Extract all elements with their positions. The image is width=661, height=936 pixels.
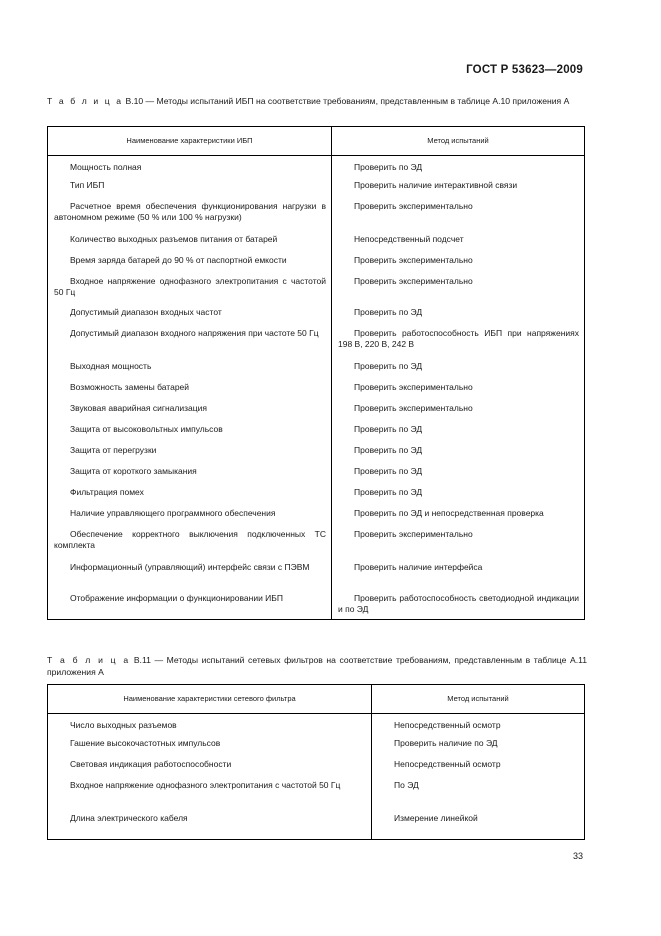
table-row [48,274,585,305]
method-cell [332,506,585,527]
table-row [48,778,585,811]
table-row [48,380,585,401]
characteristic-text: Выходная мощность [70,361,152,371]
table-b10-col-characteristic: Наименование характеристики ИБП [48,127,332,156]
characteristic-cell [48,253,332,274]
table-b11-caption-text: В.11 — Методы испытаний сетевых фильтров на соответствие требованиям, представленным в таблице А.11 приложения А [47,655,587,677]
characteristic-cell [48,422,332,443]
method-text: Измерение линейкой [394,813,478,823]
table-row [48,443,585,464]
characteristic-cell [48,401,332,422]
method-cell [332,305,585,326]
method-cell [332,178,585,199]
page-number: 33 [572,851,583,861]
characteristic-text: Мощность полная [70,162,142,172]
table-b10 [47,126,585,620]
method-text: Проверить по ЭД [354,424,423,434]
table-row [48,736,585,757]
table-row [48,305,585,326]
method-cell [332,380,585,401]
table-b10-col-method: Метод испытаний [332,127,585,156]
table-row [48,464,585,485]
table-b10-caption-prefix: Т а б л и ц а [47,96,124,106]
characteristic-text: Допустимый диапазон входных частот [70,307,222,317]
characteristic-text: Допустимый диапазон входного напряжения при частоте 50 Гц [70,328,319,338]
table-b10-body [48,156,585,620]
method-text: Проверить экспериментально [354,276,473,286]
method-text: Проверить наличие интерфейса [354,562,483,572]
characteristic-cell [48,359,332,380]
method-text: Непосредственный осмотр [394,759,501,769]
characteristic-text: Фильтрация помех [70,487,144,497]
document-standard-number: ГОСТ Р 53623—2009 [466,64,583,76]
method-text: Проверить экспериментально [354,201,473,211]
characteristic-text: Тип ИБП [70,180,105,190]
table-b11-col-method: Метод испытаний [372,685,585,714]
method-text: Проверить экспериментально [354,403,473,413]
table-row [48,506,585,527]
characteristic-cell [48,506,332,527]
characteristic-text: Возможность замены батарей [70,382,190,392]
characteristic-cell [48,274,332,305]
characteristic-text: Отображение информации о функционировании ИБП [70,593,283,603]
table-row [48,199,585,232]
method-text: Проверить по ЭД и непосредственная проверка [354,508,544,518]
characteristic-text: Световая индикация работоспособности [70,759,232,769]
characteristic-text: Гашение высокочастотных импульсов [70,738,221,748]
characteristic-text: Время заряда батарей до 90 % от паспортной емкости [70,255,287,265]
characteristic-text: Длина электрического кабеля [70,813,188,823]
method-text: Непосредственный подсчет [354,234,464,244]
method-cell [372,778,585,811]
characteristic-cell [48,757,372,778]
method-text: Проверить по ЭД [354,361,423,371]
characteristic-cell [48,156,332,179]
table-row [48,757,585,778]
table-b10-caption [47,96,587,108]
method-cell [332,527,585,560]
method-cell [332,232,585,253]
method-cell [332,253,585,274]
method-cell [372,757,585,778]
table-b10-caption-text: В.10 — Методы испытаний ИБП на соответствие требованиям, представленным в таблице А.10 приложения А [123,96,570,106]
characteristic-cell [48,178,332,199]
method-text: По ЭД [394,780,419,790]
method-cell [332,199,585,232]
method-cell [332,326,585,359]
table-b10-header-row [48,127,585,156]
method-text: Проверить наличие интерактивной связи [354,180,518,190]
table-row [48,401,585,422]
method-cell [332,359,585,380]
method-text: Проверить экспериментально [354,529,473,539]
table-row [48,527,585,560]
table-b11-body [48,714,585,840]
characteristic-cell [48,811,372,840]
table-row [48,178,585,199]
method-text: Проверить наличие по ЭД [394,738,498,748]
table-b11-caption-prefix: Т а б л и ц а [47,655,131,665]
characteristic-cell [48,443,332,464]
characteristic-text: Количество выходных разъемов питания от батарей [70,234,278,244]
method-cell [372,736,585,757]
method-cell [372,714,585,737]
characteristic-cell [48,485,332,506]
characteristic-cell [48,714,372,737]
characteristic-cell [48,326,332,359]
table-row [48,156,585,179]
characteristic-cell [48,560,332,591]
table-row [48,485,585,506]
method-text: Проверить по ЭД [354,307,423,317]
table-b11-header-row [48,685,585,714]
characteristic-text: Входное напряжение однофазного электропитания с частотой 50 Гц [54,276,326,298]
characteristic-cell [48,736,372,757]
table-b11 [47,684,585,840]
table-row [48,326,585,359]
table-row [48,422,585,443]
method-cell [332,560,585,591]
method-text: Проверить по ЭД [354,466,423,476]
characteristic-text: Информационный (управляющий) интерфейс связи с ПЭВМ [70,562,310,572]
method-cell [332,591,585,620]
characteristic-text: Число выходных разъемов [70,720,177,730]
method-text: Проверить экспериментально [354,255,473,265]
characteristic-cell [48,464,332,485]
method-cell [332,464,585,485]
method-text: Проверить по ЭД [354,487,423,497]
characteristic-cell [48,778,372,811]
characteristic-text: Наличие управляющего программного обеспечения [70,508,276,518]
method-cell [332,443,585,464]
method-cell [332,485,585,506]
characteristic-text: Защита от высоковольтных импульсов [70,424,223,434]
characteristic-text: Защита от перегрузки [70,445,157,455]
table-row [48,714,585,737]
method-text: Проверить по ЭД [354,445,423,455]
table-b11-caption [47,655,587,678]
characteristic-cell [48,232,332,253]
table-row [48,591,585,620]
characteristic-cell [48,591,332,620]
characteristic-cell [48,199,332,232]
method-text: Проверить по ЭД [354,162,423,172]
method-cell [372,811,585,840]
table-row [48,560,585,591]
characteristic-text: Обеспечение корректного выключения подключенных ТС комплекта [54,529,326,551]
table-row [48,811,585,840]
characteristic-text: Расчетное время обеспечения функционирования нагрузки в автономном режиме (50 % или 100 % нагрузки) [54,201,326,223]
method-text: Непосредственный осмотр [394,720,501,730]
method-cell [332,422,585,443]
method-cell [332,156,585,179]
method-text: Проверить работоспособность ИБП при напряжениях 198 В, 220 В, 242 В [338,328,579,350]
method-text: Проверить работоспособность светодиодной индикации и по ЭД [338,593,579,615]
table-b11-col-characteristic: Наименование характеристики сетевого фильтра [48,685,372,714]
characteristic-cell [48,380,332,401]
characteristic-text: Входное напряжение однофазного электропитания с частотой 50 Гц [70,780,341,790]
table-row [48,359,585,380]
characteristic-cell [48,527,332,560]
method-cell [332,401,585,422]
characteristic-text: Защита от короткого замыкания [70,466,197,476]
characteristic-text: Звуковая аварийная сигнализация [70,403,207,413]
method-text: Проверить экспериментально [354,382,473,392]
characteristic-cell [48,305,332,326]
table-row [48,232,585,253]
table-row [48,253,585,274]
method-cell [332,274,585,305]
